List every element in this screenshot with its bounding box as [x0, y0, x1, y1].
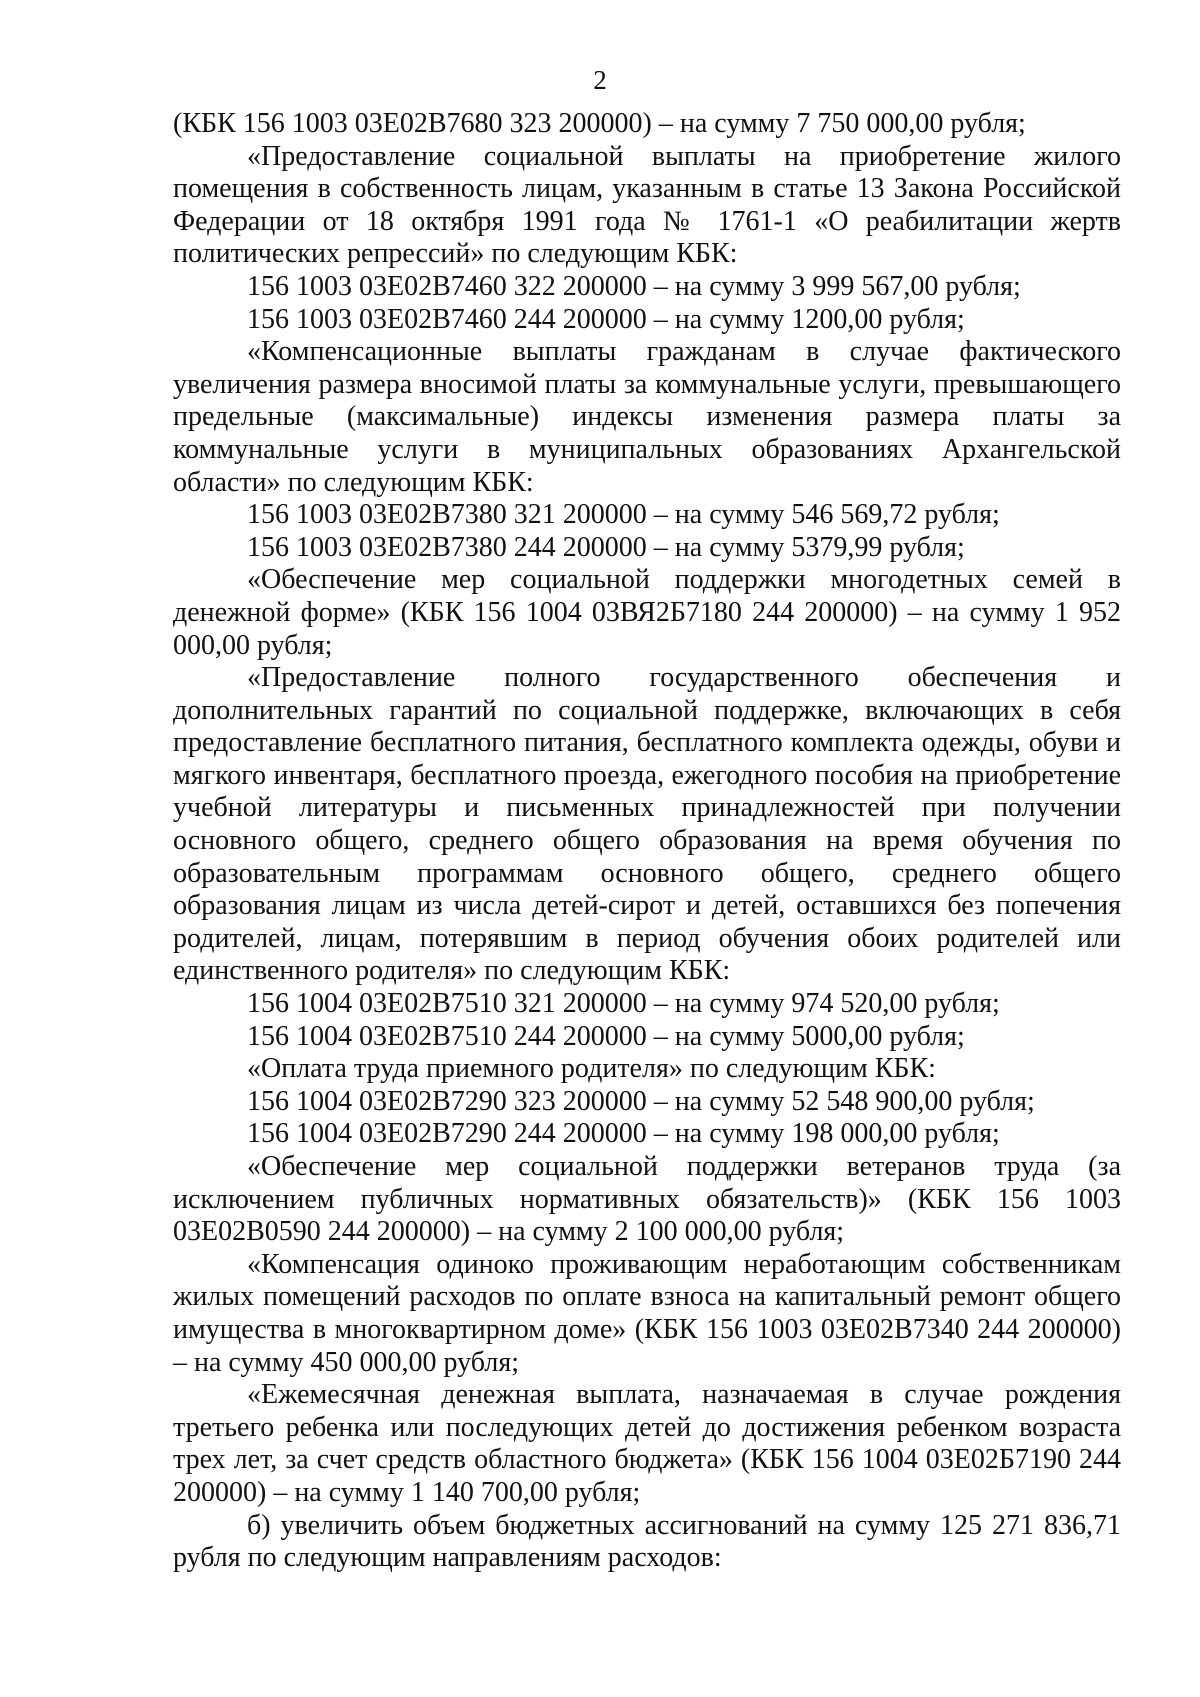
- paragraph-compensation-utilities: «Компенсационные выплаты гражданам в случае фактического увеличения размера вносимой платы за коммунальные услуги, превышающего предельные (максимальные) индексы изменения размера платы за коммунальные услуги в муниципальных образованиях Архангельской области» по следующим КБК:: [173, 336, 1121, 498]
- page-number: 2: [593, 65, 607, 95]
- paragraph-kbk-7290-323: 156 1004 03Е02В7290 323 200000 – на сумму 52 548 900,00 рубля;: [247, 1085, 1035, 1117]
- paragraph-large-families-support: «Обеспечение мер социальной поддержки многодетных семей в денежной форме» (КБК 156 1004 03ВЯ2Б7180 244 200000) – на сумму 1 952 000,00 рубля;: [173, 564, 1121, 661]
- paragraph-labor-veterans-support: «Обеспечение мер социальной поддержки ветеранов труда (за исключением публичных нормативных обязательств)» (КБК 156 1003 03Е02В0590 244 200000) – на сумму 2 100 000,00 рубля;: [173, 1151, 1121, 1248]
- paragraph-kbk-7460-322: 156 1003 03Е02В7460 322 200000 – на сумму 3 999 567,00 рубля;: [247, 270, 1021, 302]
- paragraph-increase-allocations: б) увеличить объем бюджетных ассигнований на сумму 125 271 836,71 рубля по следующим направлениям расходов:: [173, 1509, 1121, 1574]
- paragraph-kbk-7380-321: 156 1003 03Е02В7380 321 200000 – на сумму 546 569,72 рубля;: [247, 499, 1000, 531]
- paragraph-kbk-7290-244: 156 1004 03Е02В7290 244 200000 – на сумму 198 000,00 рубля;: [247, 1118, 1000, 1150]
- paragraph-kbk-7510-321: 156 1004 03Е02В7510 321 200000 – на сумму 974 520,00 рубля;: [247, 988, 1000, 1020]
- paragraph-kbk-7460-244: 156 1003 03Е02В7460 244 200000 – на сумму 1200,00 рубля;: [247, 303, 965, 335]
- document-body: [173, 108, 1121, 1575]
- paragraph-capital-repair-compensation: «Компенсация одиноко проживающим неработающим собственникам жилых помещений расходов по оплате взноса на капитальный ремонт общего имущества в многоквартирном доме» (КБК 156 1003 03Е02В7340 244 200000) – на сумму 450 000,00 рубля;: [173, 1248, 1121, 1378]
- paragraph-social-payment-housing: «Предоставление социальной выплаты на приобретение жилого помещения в собственность лицам, указанным в статье 13 Закона Российской Федерации от 18 октября 1991 года № 1761-1 «О реабилитации жертв политических репрессий» по следующим КБК:: [173, 140, 1121, 270]
- paragraph-kbk-7680: (КБК 156 1003 03Е02В7680 323 200000) – на сумму 7 750 000,00 рубля;: [173, 108, 1026, 139]
- paragraph-kbk-7380-244: 156 1003 03Е02В7380 244 200000 – на сумму 5379,99 рубля;: [247, 531, 965, 563]
- paragraph-foster-parent-pay: «Оплата труда приемного родителя» по следующим КБК:: [247, 1053, 936, 1085]
- paragraph-kbk-7510-244: 156 1004 03Е02В7510 244 200000 – на сумму 5000,00 рубля;: [247, 1020, 965, 1052]
- paragraph-orphans-guarantees: «Предоставление полного государственного обеспечения и дополнительных гарантий по социальной поддержке, включающих в себя предоставление бесплатного питания, бесплатного комплекта одежды, обуви и мягкого инвентаря, бесплатного проезда, ежегодного пособия на приобретение учебной литературы и письменных принадлежностей при получении основного общего, среднего общего образования на время обучения по образовательным программам основного общего, среднего общего образования лицам из числа детей-сирот и детей, оставшихся без попечения родителей, лицам, потерявшим в период обучения обоих родителей или единственного родителя» по следующим КБК:: [173, 662, 1121, 987]
- paragraph-third-child-payment: «Ежемесячная денежная выплата, назначаемая в случае рождения третьего ребенка или последующих детей до достижения ребенком возраста трех лет, за счет средств областного бюджета» (КБК 156 1004 03Е02Б7190 244 200000) – на сумму 1 140 700,00 рубля;: [173, 1379, 1121, 1508]
